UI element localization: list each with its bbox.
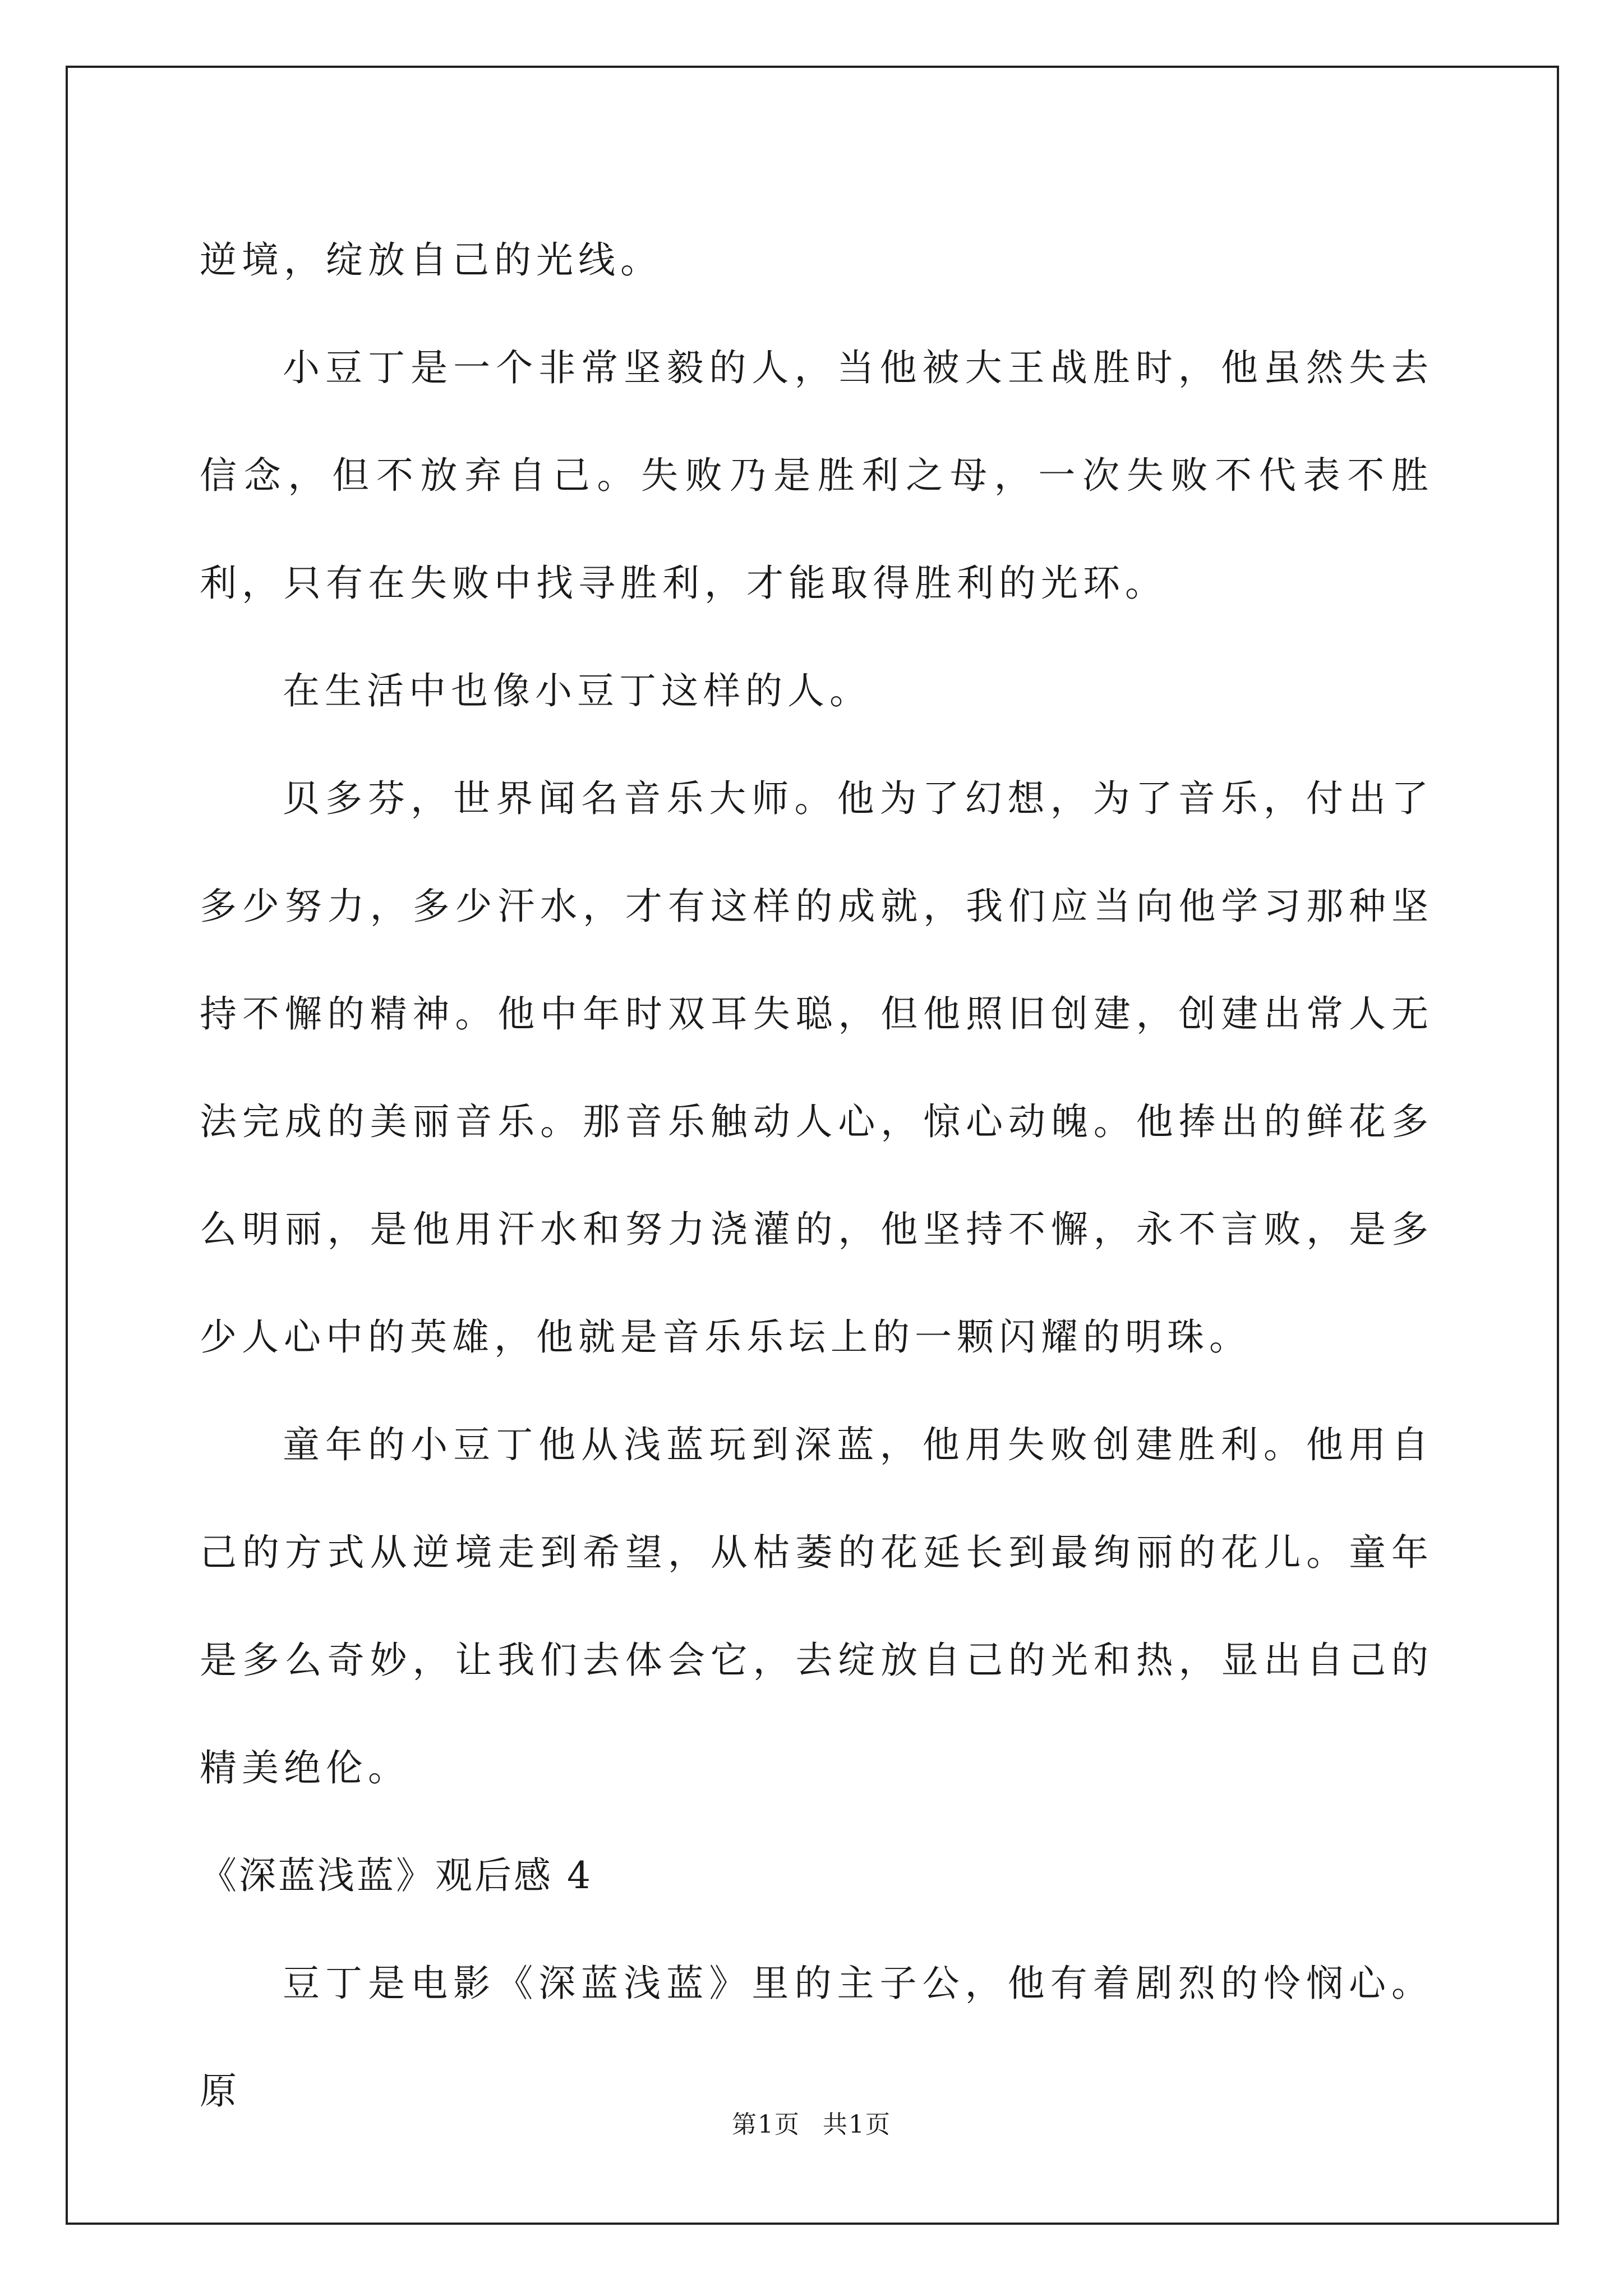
section-heading: 《深蓝浅蓝》观后感 4 [200,1854,593,1897]
footer-page-number: 1 [758,2110,774,2139]
paragraph-childhood: 童年的小豆丁他从浅蓝玩到深蓝，他用失败创建胜利。他用自己的方式从逆境走到希望，从枯萎的花延长到最绚丽的花儿。童年是多么奇妙，让我们去体会它，去绽放自己的光和热，显出自己的精美绝伦。 [200,1423,1433,1789]
footer-page-suffix: 页 [774,2110,800,2139]
paragraph-in-life: 在生活中也像小豆丁这样的人。 [283,669,872,712]
footer-total-prefix: 共 [823,2110,849,2139]
paragraph-continuation: 逆境，绽放自己的光线。 [200,238,662,282]
paragraph-douding-intro: 豆丁是电影《深蓝浅蓝》里的主子公，他有着剧烈的怜悯心。原 [200,1962,1433,2113]
page-footer [0,2108,1623,2142]
footer-page-prefix: 第 [732,2110,758,2139]
paragraph-beethoven: 贝多芬，世界闻名音乐大师。他为了幻想，为了音乐，付出了多少努力，多少汗水，才有这样的成就，我们应当向他学习那种坚持不懈的精神。他中年时双耳失聪，但他照旧创建，创建出常人无法完成的美丽音乐。那音乐触动人心，惊心动魄。他捧出的鲜花多么明丽，是他用汗水和努力浇灌的，他坚持不懈，永不言败，是多少人心中的英雄，他就是音乐乐坛上的一颗闪耀的明珠。 [200,777,1433,1359]
footer-total-suffix: 页 [865,2110,891,2139]
footer-total-pages: 1 [849,2110,865,2139]
paragraph-xiaodouding: 小豆丁是一个非常坚毅的人，当他被大王战胜时，他虽然失去信念，但不放弃自己。失败乃是胜利之母，一次失败不代表不胜利，只有在失败中找寻胜利，才能取得胜利的光环。 [200,346,1433,605]
document-body [200,206,1433,2145]
